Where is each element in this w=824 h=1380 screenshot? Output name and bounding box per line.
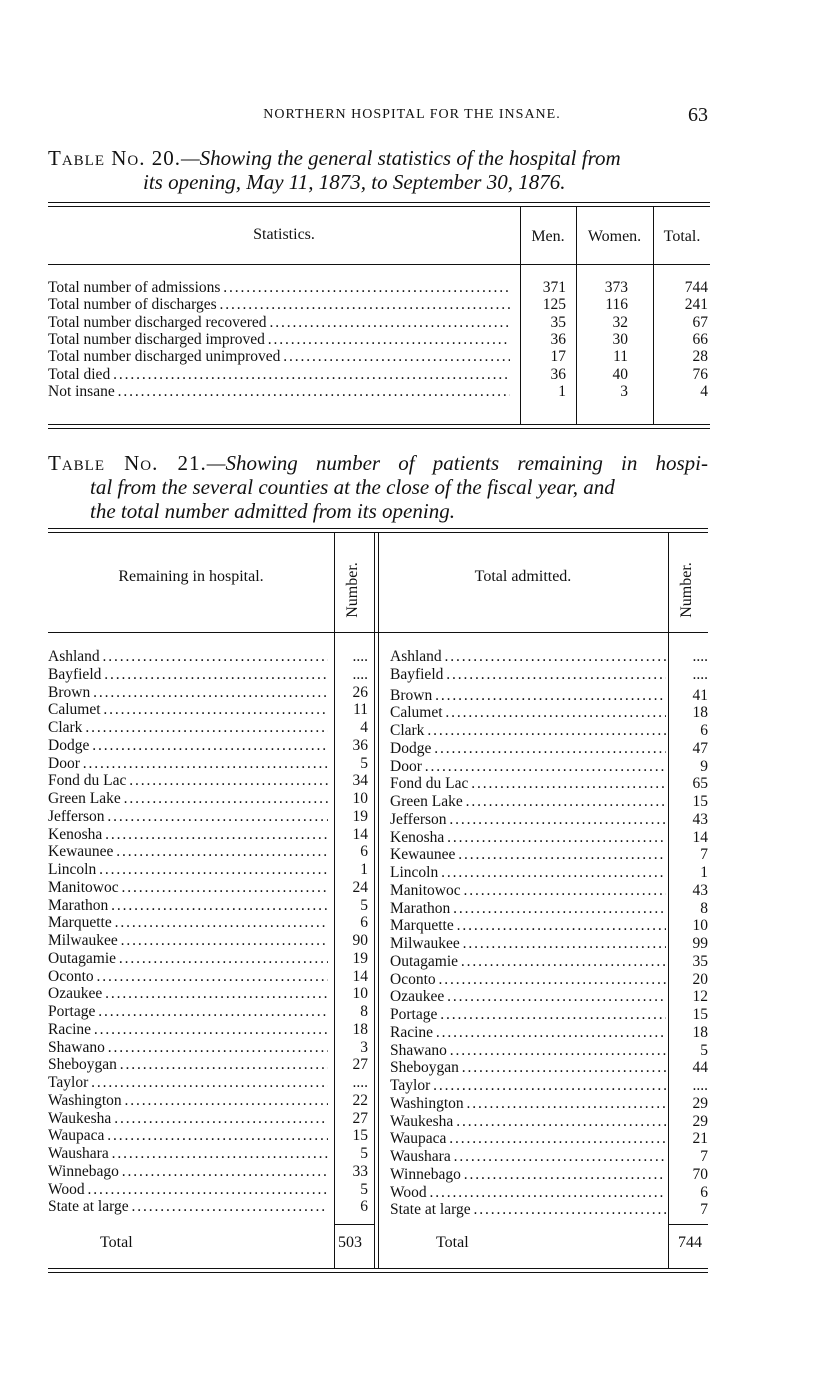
remaining-county: Taylor . . . bbox=[48, 1074, 328, 1092]
admitted-number: 8 bbox=[700, 899, 708, 917]
table21-row-remaining bbox=[48, 772, 378, 790]
remaining-county: Kewaunee . . . bbox=[48, 843, 328, 861]
table21-caption bbox=[48, 451, 708, 523]
table21-caption-line1: —Showing number of patients remaining in hospi- bbox=[206, 451, 708, 475]
remaining-number: 27 bbox=[352, 1109, 368, 1127]
remaining-number: 27 bbox=[352, 1056, 368, 1074]
remaining-county: Green Lake . . . bbox=[48, 790, 328, 808]
table20-row bbox=[48, 314, 710, 331]
admitted-county: Dodge . . . bbox=[390, 740, 666, 758]
table21-row-admitted bbox=[378, 900, 708, 918]
table21-row-admitted bbox=[378, 864, 708, 882]
admitted-number: 43 bbox=[692, 881, 708, 899]
remaining-number: 26 bbox=[352, 683, 368, 701]
remaining-number: 1 bbox=[360, 861, 368, 878]
table21-row-remaining bbox=[48, 701, 378, 719]
table20 bbox=[48, 202, 710, 430]
remaining-number: 5 bbox=[360, 1180, 368, 1198]
admitted-county: Taylor . . . bbox=[390, 1077, 666, 1095]
remaining-number: 6 bbox=[360, 843, 368, 861]
table21-row-admitted bbox=[378, 687, 708, 705]
table20-cell-women: 116 bbox=[605, 296, 628, 314]
admitted-county: Washington . . . bbox=[390, 1095, 666, 1113]
table20-cell-label: Total number of discharges . . . bbox=[48, 296, 510, 313]
table21-row-admitted bbox=[378, 1113, 708, 1131]
table21-row-admitted bbox=[378, 882, 708, 900]
admitted-county: Outagamie . . . bbox=[390, 953, 666, 971]
admitted-number: 6 bbox=[700, 1183, 708, 1201]
admitted-county: Green Lake . . . bbox=[390, 793, 666, 811]
admitted-number: 5 bbox=[700, 1041, 708, 1059]
table21-row-remaining bbox=[48, 755, 378, 773]
admitted-county: Oconto . . . bbox=[390, 971, 666, 989]
total-admitted: 744 bbox=[678, 1234, 702, 1251]
table21-row-admitted bbox=[378, 1148, 708, 1166]
admitted-number: 15 bbox=[692, 1006, 708, 1023]
admitted-number: 12 bbox=[692, 988, 708, 1006]
table21-row-admitted bbox=[378, 740, 708, 758]
remaining-number: 19 bbox=[352, 949, 368, 967]
remaining-number: 5 bbox=[360, 754, 368, 772]
table20-cell-men: 17 bbox=[550, 348, 566, 366]
table20-caption-line2: its opening, May 11, 1873, to September 30, 1876. bbox=[143, 170, 566, 194]
table20-cell-men: 36 bbox=[550, 330, 566, 348]
table21-row-remaining bbox=[48, 932, 378, 950]
remaining-county: Jefferson . . . bbox=[48, 808, 328, 826]
admitted-number: .... bbox=[692, 665, 708, 683]
table21-row-admitted bbox=[378, 1024, 708, 1042]
remaining-county: Dodge . . . bbox=[48, 737, 328, 755]
admitted-county: Lincoln . . . bbox=[390, 864, 666, 882]
table21-row-admitted bbox=[378, 1130, 708, 1148]
remaining-county: Racine . . . bbox=[48, 1021, 328, 1039]
remaining-number: .... bbox=[352, 648, 368, 665]
admitted-number: 21 bbox=[692, 1130, 708, 1148]
total-remaining: 503 bbox=[338, 1234, 362, 1251]
table21-row-remaining bbox=[48, 897, 378, 915]
table20-cell-women: 30 bbox=[612, 330, 628, 348]
remaining-county: Oconto . . . bbox=[48, 968, 328, 986]
table21-row-remaining bbox=[48, 808, 378, 826]
admitted-county: Winnebago . . . bbox=[390, 1166, 666, 1184]
table20-cell-total: 4 bbox=[700, 382, 708, 400]
running-head bbox=[0, 104, 824, 128]
table20-caption bbox=[48, 146, 708, 194]
remaining-number: 10 bbox=[352, 790, 368, 807]
admitted-county: Kenosha . . . bbox=[390, 829, 666, 847]
remaining-number: .... bbox=[352, 1074, 368, 1091]
remaining-county: Waukesha . . . bbox=[48, 1110, 328, 1128]
admitted-county: Shawano . . . bbox=[390, 1042, 666, 1060]
table21-row-admitted bbox=[378, 758, 708, 776]
remaining-number: 24 bbox=[352, 878, 368, 896]
remaining-number: 33 bbox=[352, 1162, 368, 1180]
table21-row-admitted bbox=[378, 722, 708, 740]
table20-header-total: Total. bbox=[663, 228, 701, 245]
table21-row-remaining bbox=[48, 719, 378, 737]
table20-cell-women: 373 bbox=[604, 279, 628, 296]
table21-row-admitted bbox=[378, 1077, 708, 1095]
table21-header-number2: Number. bbox=[678, 562, 695, 618]
admitted-number: 70 bbox=[692, 1165, 708, 1183]
table21-row-remaining bbox=[48, 1163, 378, 1181]
table21-row-remaining bbox=[48, 968, 378, 986]
remaining-county: Clark . . . bbox=[48, 719, 328, 737]
table21-row-remaining bbox=[48, 1021, 378, 1039]
table20-cell-label: Total died . . . bbox=[48, 366, 510, 383]
remaining-number: 18 bbox=[352, 1020, 368, 1038]
admitted-number: 18 bbox=[692, 704, 708, 722]
remaining-number: 19 bbox=[352, 807, 368, 825]
table20-cell-total: 76 bbox=[692, 365, 708, 383]
admitted-number: 9 bbox=[700, 757, 708, 775]
admitted-county: Brown . . . bbox=[390, 687, 666, 705]
table20-cell-total: 28 bbox=[692, 348, 708, 366]
table20-cell-women: 32 bbox=[612, 313, 628, 331]
admitted-county: Jefferson . . . bbox=[390, 811, 666, 829]
table20-caption-line1: —Showing the general statistics of the hospital from bbox=[181, 146, 621, 170]
remaining-county: Fond du Lac . . . bbox=[48, 772, 328, 790]
admitted-county: Wood . . . bbox=[390, 1184, 666, 1202]
admitted-number: 7 bbox=[700, 1201, 708, 1219]
table21-row-remaining bbox=[48, 826, 378, 844]
admitted-number: 35 bbox=[692, 952, 708, 970]
admitted-county: Waukesha . . . bbox=[390, 1113, 666, 1131]
remaining-county: Sheboygan . . . bbox=[48, 1056, 328, 1074]
admitted-number: 14 bbox=[692, 828, 708, 846]
remaining-number: 6 bbox=[360, 914, 368, 932]
remaining-county: Kenosha . . . bbox=[48, 826, 328, 844]
admitted-number: 15 bbox=[692, 793, 708, 810]
table21-row-remaining bbox=[48, 879, 378, 897]
admitted-number: 1 bbox=[700, 864, 708, 881]
table21-row-admitted bbox=[378, 988, 708, 1006]
remaining-county: Waushara . . . bbox=[48, 1145, 328, 1163]
admitted-county: State at large . . . bbox=[390, 1201, 666, 1219]
table21-row-remaining bbox=[48, 985, 378, 1003]
table20-cell-men: 371 bbox=[542, 279, 566, 296]
table21-caption-line2: tal from the several counties at the close of the fiscal year, and bbox=[90, 475, 615, 499]
table21-row-admitted bbox=[378, 953, 708, 971]
table21-row-remaining bbox=[48, 1092, 378, 1110]
running-head-title: NORTHERN HOSPITAL FOR THE INSANE. bbox=[263, 107, 561, 122]
table21-row-remaining bbox=[48, 737, 378, 755]
admitted-county: Kewaunee . . . bbox=[390, 846, 666, 864]
table21-row-remaining bbox=[48, 914, 378, 932]
table21-row-admitted bbox=[378, 1184, 708, 1202]
table21-row-remaining bbox=[48, 1056, 378, 1074]
admitted-number: .... bbox=[692, 1077, 708, 1094]
admitted-number: 10 bbox=[692, 917, 708, 935]
remaining-county: Shawano . . . bbox=[48, 1039, 328, 1057]
table20-cell-label: Total number discharged unimproved . . . bbox=[48, 348, 510, 365]
page-number: 63 bbox=[688, 104, 708, 126]
table21-row-remaining bbox=[48, 1074, 378, 1092]
admitted-number: 44 bbox=[692, 1059, 708, 1077]
admitted-county: Marathon . . . bbox=[390, 900, 666, 918]
table20-cell-label: Total number discharged improved . . . bbox=[48, 331, 510, 348]
total-label-left: Total bbox=[100, 1234, 133, 1251]
table20-header-statistics: Statistics. bbox=[253, 226, 315, 243]
remaining-county: Waupaca . . . bbox=[48, 1127, 328, 1145]
table21-row-remaining bbox=[48, 1039, 378, 1057]
table21-row-admitted bbox=[378, 1095, 708, 1113]
table20-cell-women: 40 bbox=[612, 365, 628, 383]
table21-row-admitted bbox=[378, 811, 708, 829]
table21-row-remaining bbox=[48, 790, 378, 808]
remaining-number: 10 bbox=[352, 985, 368, 1003]
admitted-county: Manitowoc . . . bbox=[390, 882, 666, 900]
remaining-number: 3 bbox=[360, 1038, 368, 1056]
admitted-county: Marquette . . . bbox=[390, 917, 666, 935]
remaining-number: 36 bbox=[352, 736, 368, 754]
table21-row-admitted bbox=[378, 1042, 708, 1060]
remaining-county: Brown . . . bbox=[48, 684, 328, 702]
admitted-number: 47 bbox=[692, 739, 708, 757]
table21-row-admitted bbox=[378, 1059, 708, 1077]
table21-row-remaining bbox=[48, 1145, 378, 1163]
table21-row-remaining bbox=[48, 1198, 378, 1216]
table21-caption-lead: Table No. 21. bbox=[48, 451, 207, 475]
admitted-county: Portage . . . bbox=[390, 1006, 666, 1024]
table20-cell-men: 125 bbox=[542, 296, 566, 314]
table20-cell-total: 744 bbox=[684, 279, 708, 296]
remaining-county: Portage . . . bbox=[48, 1003, 328, 1021]
admitted-county: Door . . . bbox=[390, 758, 666, 776]
remaining-number: 8 bbox=[360, 1003, 368, 1020]
admitted-county: Sheboygan . . . bbox=[390, 1059, 666, 1077]
table20-cell-women: 11 bbox=[613, 348, 628, 366]
remaining-number: 14 bbox=[352, 825, 368, 843]
table21-row-remaining bbox=[48, 1127, 378, 1145]
table21-row-admitted bbox=[378, 829, 708, 847]
remaining-number: 90 bbox=[352, 932, 368, 949]
table20-header-men: Men. bbox=[531, 228, 565, 245]
remaining-county: Ashland . . . bbox=[48, 648, 328, 666]
table21-row-remaining bbox=[48, 950, 378, 968]
admitted-number: 41 bbox=[692, 686, 708, 704]
table20-cell-men: 1 bbox=[558, 382, 566, 400]
table21-header-admitted: Total admitted. bbox=[474, 568, 572, 585]
remaining-number: 4 bbox=[360, 719, 368, 736]
table21-row-admitted bbox=[378, 935, 708, 953]
remaining-county: Ozaukee . . . bbox=[48, 985, 328, 1003]
table20-row bbox=[48, 296, 710, 313]
table20-row bbox=[48, 279, 710, 296]
admitted-number: 29 bbox=[692, 1112, 708, 1130]
table20-header-women: Women. bbox=[587, 228, 642, 245]
table21-caption-line3: the total number admitted from its opening. bbox=[90, 499, 455, 523]
table21-row-remaining bbox=[48, 861, 378, 879]
table20-caption-lead: Table No. 20. bbox=[48, 146, 181, 170]
admitted-county: Waushara . . . bbox=[390, 1148, 666, 1166]
table20-cell-men: 36 bbox=[550, 365, 566, 383]
remaining-county: Bayfield . . . bbox=[48, 666, 328, 684]
table20-row bbox=[48, 366, 710, 383]
remaining-county: Milwaukee . . . bbox=[48, 932, 328, 950]
admitted-county: Fond du Lac . . . bbox=[390, 775, 666, 793]
admitted-county: Calumet . . . bbox=[390, 704, 666, 722]
remaining-county: Marathon . . . bbox=[48, 897, 328, 915]
admitted-number: 99 bbox=[692, 935, 708, 952]
table20-row bbox=[48, 331, 710, 348]
remaining-number: 6 bbox=[360, 1198, 368, 1216]
table21 bbox=[48, 528, 708, 1278]
remaining-county: Wood . . . bbox=[48, 1181, 328, 1199]
remaining-county: Manitowoc . . . bbox=[48, 879, 328, 897]
remaining-number: 15 bbox=[352, 1127, 368, 1145]
table21-row-remaining bbox=[48, 1181, 378, 1199]
table20-cell-label: Total number of admissions . . . bbox=[48, 279, 510, 296]
table20-row bbox=[48, 383, 710, 400]
admitted-number: 43 bbox=[692, 810, 708, 828]
admitted-county: Waupaca . . . bbox=[390, 1130, 666, 1148]
admitted-county: Bayfield . . . bbox=[390, 666, 666, 684]
table21-row-remaining bbox=[48, 684, 378, 702]
table20-cell-total: 66 bbox=[692, 330, 708, 348]
remaining-number: 5 bbox=[360, 896, 368, 914]
remaining-number: 14 bbox=[352, 967, 368, 985]
admitted-number: .... bbox=[692, 648, 708, 665]
admitted-county: Racine . . . bbox=[390, 1024, 666, 1042]
remaining-county: Winnebago . . . bbox=[48, 1163, 328, 1181]
table20-cell-label: Not insane . . . bbox=[48, 383, 510, 400]
admitted-county: Milwaukee . . . bbox=[390, 935, 666, 953]
table21-header-remaining: Remaining in hospital. bbox=[118, 568, 264, 585]
remaining-county: State at large . . . bbox=[48, 1198, 328, 1216]
remaining-county: Washington . . . bbox=[48, 1092, 328, 1110]
admitted-number: 20 bbox=[692, 970, 708, 988]
table21-row-admitted bbox=[378, 846, 708, 864]
remaining-county: Calumet . . . bbox=[48, 701, 328, 719]
table21-row-remaining bbox=[48, 648, 378, 666]
table20-cell-women: 3 bbox=[620, 382, 628, 400]
total-label-right: Total bbox=[436, 1234, 469, 1251]
table21-row-remaining bbox=[48, 666, 378, 684]
table21-row-remaining bbox=[48, 1110, 378, 1128]
table20-cell-men: 35 bbox=[550, 313, 566, 331]
table20-cell-label: Total number discharged recovered . . . bbox=[48, 314, 510, 331]
remaining-number: .... bbox=[352, 665, 368, 683]
admitted-number: 6 bbox=[700, 722, 708, 739]
admitted-number: 7 bbox=[700, 1148, 708, 1165]
admitted-number: 65 bbox=[692, 775, 708, 793]
remaining-number: 22 bbox=[352, 1091, 368, 1109]
admitted-county: Ozaukee . . . bbox=[390, 988, 666, 1006]
remaining-county: Lincoln . . . bbox=[48, 861, 328, 879]
admitted-number: 7 bbox=[700, 846, 708, 864]
table21-row-remaining bbox=[48, 1003, 378, 1021]
table21-row-admitted bbox=[378, 1166, 708, 1184]
table21-row-admitted bbox=[378, 704, 708, 722]
table20-cell-total: 241 bbox=[684, 296, 708, 314]
table21-row-admitted bbox=[378, 917, 708, 935]
admitted-county: Ashland . . . bbox=[390, 648, 666, 666]
table21-row-admitted bbox=[378, 971, 708, 989]
remaining-number: 11 bbox=[353, 701, 368, 719]
table21-row-admitted bbox=[378, 666, 708, 684]
remaining-county: Marquette . . . bbox=[48, 914, 328, 932]
remaining-number: 5 bbox=[360, 1145, 368, 1162]
table21-row-remaining bbox=[48, 843, 378, 861]
remaining-county: Outagamie . . . bbox=[48, 950, 328, 968]
table21-row-admitted bbox=[378, 793, 708, 811]
remaining-county: Door . . . bbox=[48, 755, 328, 773]
admitted-number: 18 bbox=[692, 1023, 708, 1041]
table21-header-number: Number. bbox=[344, 562, 361, 618]
table21-row-admitted bbox=[378, 775, 708, 793]
table20-cell-total: 67 bbox=[692, 313, 708, 331]
table21-row-admitted bbox=[378, 1201, 708, 1219]
table20-row bbox=[48, 348, 710, 365]
table21-row-admitted bbox=[378, 1006, 708, 1024]
table21-row-admitted bbox=[378, 648, 708, 666]
remaining-number: 34 bbox=[352, 772, 368, 790]
admitted-county: Clark . . . bbox=[390, 722, 666, 740]
admitted-number: 29 bbox=[692, 1094, 708, 1112]
